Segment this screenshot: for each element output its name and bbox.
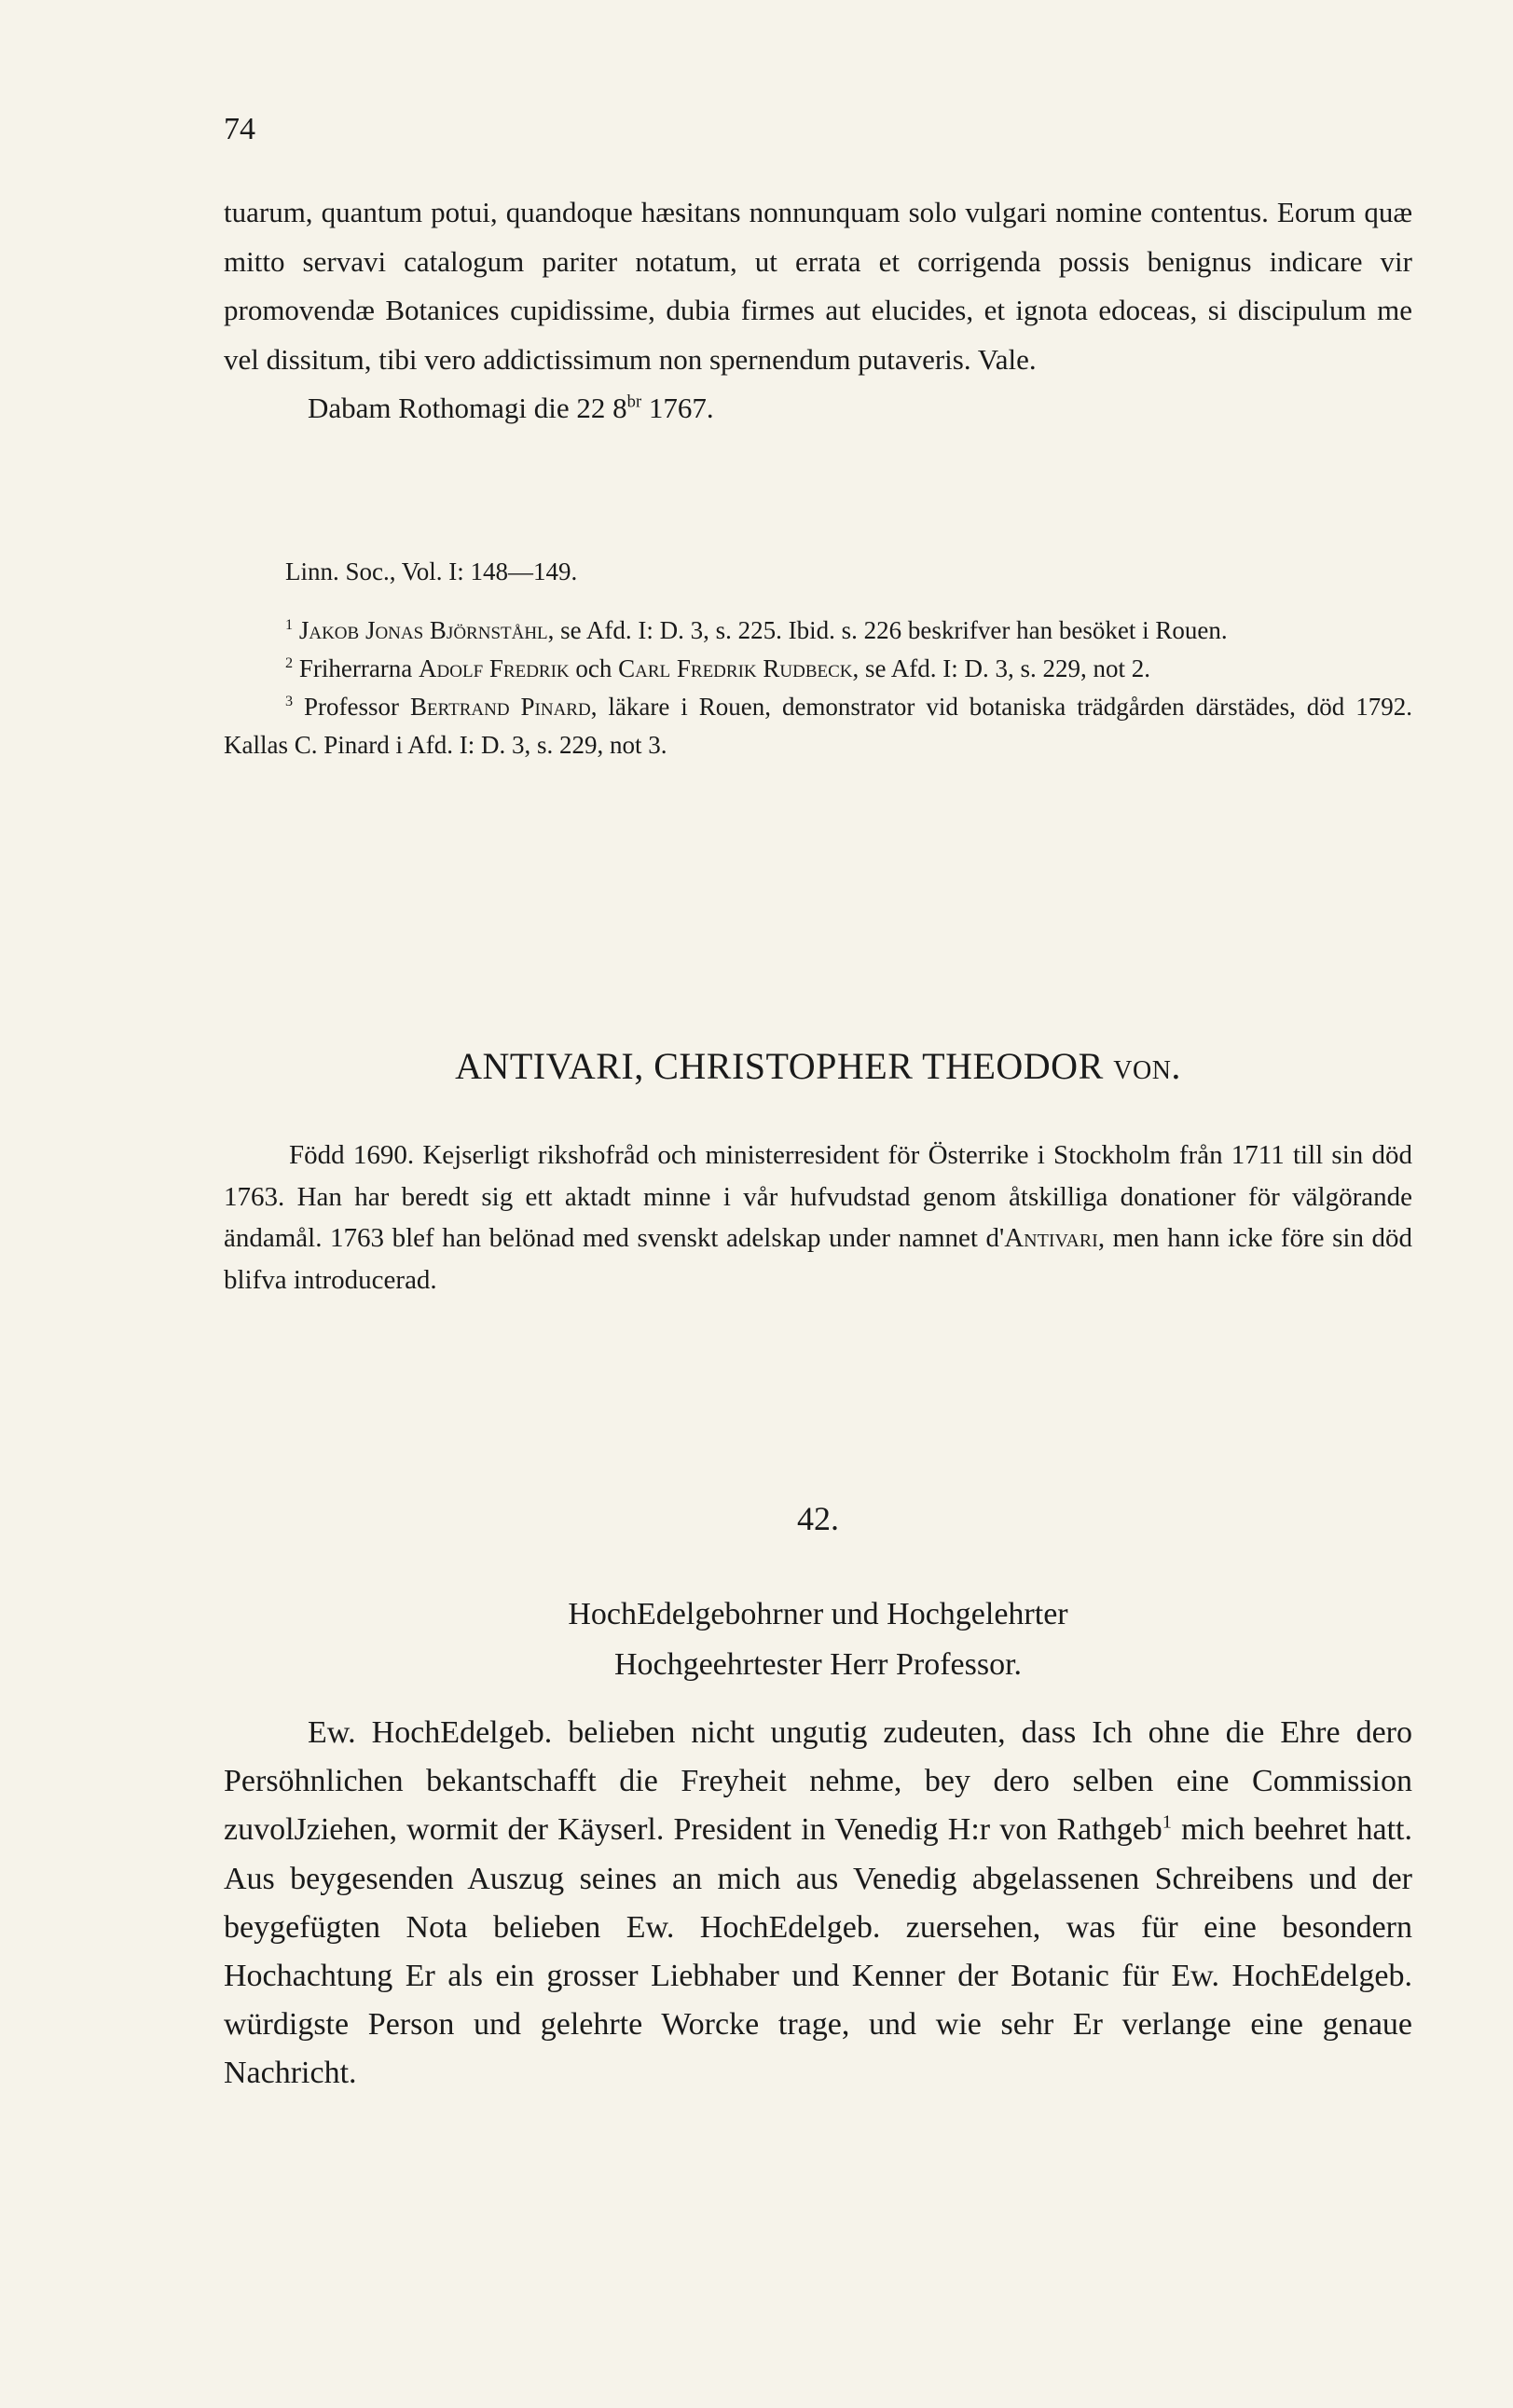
latin-dateline: [224, 384, 1412, 433]
latin-paragraph: tuarum, quantum potui, quandoque hæsitans nonnunquam solo vulgari nomine contentus. Eorum quæ mitto servavi catalogum pariter notatum, ut errata et corrigenda possis benignus indicare vir promovendæ Botanices cupidissime, dubia firmes aut elucides, et ignota edoceas, si discipulum me vel dissitum, tibi vero addictissimum non spernendum putaveris. Vale.: [224, 196, 1412, 376]
latin-letter-ending: [224, 188, 1412, 433]
footnote-2: [224, 650, 1412, 688]
entry-heading-particle: von.: [1113, 1045, 1181, 1087]
footnote-mark: 3: [285, 693, 294, 709]
entry-heading-name: ANTIVARI, CHRISTOPHER THEODOR: [455, 1045, 1114, 1087]
dateline-text: Dabam Rothomagi die 22 8: [308, 392, 627, 424]
footnote-3: [224, 688, 1412, 764]
biography-text-end: , men hann icke före sin död blifva introducerad.: [224, 1223, 1412, 1295]
footnote-person-name: Jakob Jonas Björnståhl: [298, 616, 548, 644]
footnote-mark: 2: [285, 654, 294, 671]
entry-heading: [224, 1044, 1412, 1088]
biography-name: Antivari: [1004, 1223, 1098, 1253]
german-letter: [224, 1709, 1412, 2098]
german-text: Ew. HochEdelgeb. belieben nicht ungutig zudeuten, dass Ich ohne die Ehre dero Persöhnlichen bekantschafft die Freyheit nehme, bey dero selben eine Commission zuvolJziehen, wormit der Käyserl. President in Venedig H:r von Rathgeb: [224, 1715, 1412, 1848]
biography-paragraph: [224, 1135, 1412, 1300]
footnote-text: , läkare i Rouen, demonstrator vid botaniska trädgården därstädes, död 1792. Kallas C. Pinard i Afd. I: D. 3, s. 229, not 3.: [224, 693, 1412, 759]
salutation: [224, 1589, 1412, 1690]
dateline-superscript: br: [626, 392, 642, 412]
footnote-person-name: Adolf Fredrik: [419, 654, 570, 682]
footnotes: [224, 612, 1412, 764]
german-footnote-mark: 1: [1162, 1812, 1172, 1834]
footnote-text: Professor: [293, 693, 410, 721]
biography: [224, 1135, 1412, 1300]
footnote-text: , se Afd. I: D. 3, s. 229, not 2.: [852, 654, 1150, 682]
footnote-text: , se Afd. I: D. 3, s. 225. Ibid. s. 226 beskrifver han besöket i Rouen.: [547, 616, 1228, 644]
footnote-1: [224, 612, 1412, 650]
footnote-person-name: Carl Fredrik Rudbeck: [618, 654, 853, 682]
page-number: 74: [224, 112, 255, 146]
footnote-text: Friherrarna: [293, 654, 420, 682]
biography-text: Född 1690. Kejserligt rikshofråd och ministerresident för Österrike i Stockholm från 1711 till sin död 1763. Han har beredt sig ett aktadt minne i vår hufvudstad genom åtskilliga donationer för välgörande ändamål. 1763 blef han belönad med svenskt adelskap under namnet d': [224, 1140, 1412, 1253]
footnote-mark: 1: [285, 616, 294, 633]
source-reference: [224, 552, 1412, 591]
dateline-year: 1767.: [641, 392, 714, 424]
salutation-line-2: Hochgeehrtester Herr Professor.: [613, 1647, 1023, 1682]
source-reference-text: Linn. Soc., Vol. I: 148—149.: [285, 557, 578, 585]
footnote-person-name: Bertrand Pinard: [409, 693, 591, 721]
german-paragraph: [224, 1709, 1412, 2098]
salutation-line-1: HochEdelgebohrner und Hochgelehrter: [568, 1597, 1068, 1631]
letter-number: 42.: [797, 1500, 839, 1537]
footnote-text: och: [569, 654, 619, 682]
german-text-end: mich beehret hatt. Aus beygesenden Auszug seines an mich aus Venedig abgelassenen Schreibens und der beygefügten Nota belieben Ew. HochEdelgeb. zuersehen, was für eine besondern Hochachtung Er als ein grosser Liebhaber und Kenner der Botanic für Ew. HochEdelgeb. würdigste Person und gelehrte Worcke trage, und wie sehr Er verlange eine genaue Nachricht.: [224, 1812, 1412, 2091]
